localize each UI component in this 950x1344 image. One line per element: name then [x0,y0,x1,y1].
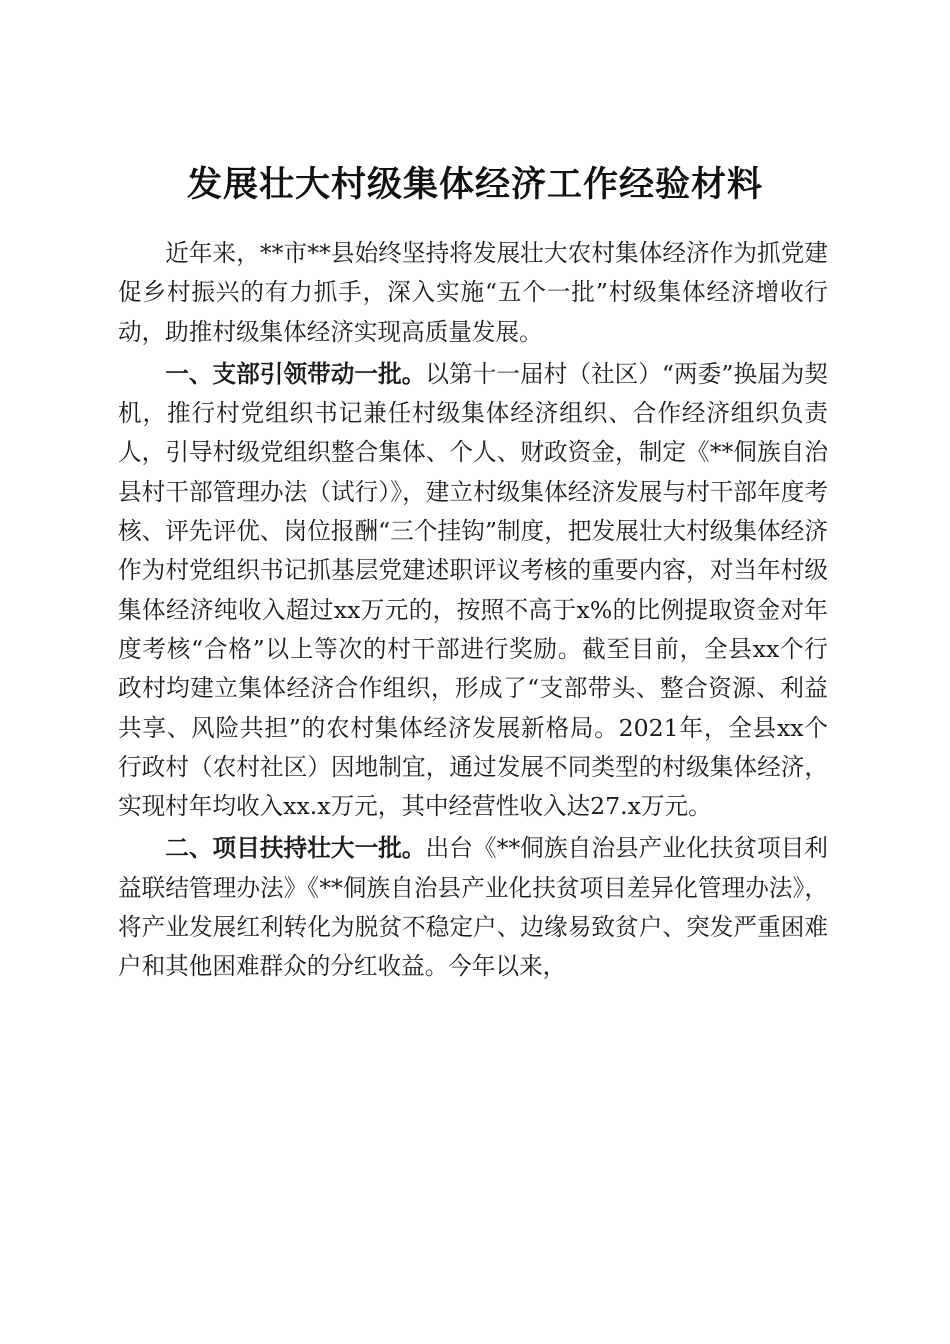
document-body [118,234,828,987]
intro-paragraph [118,234,828,352]
section-heading: 一、支部引领带动一批。 [165,359,426,388]
paragraph-text: 以第十一届村（社区）“两委”换届为契机，推行村党组织书记兼任村级集体经济组织、合作经济组织负责人，引导村级党组织整合集体、个人、财政资金，制定《**侗族自治县村干部管理办法（试行）》，建立村级集体经济发展与村干部年度考核、评先评优、岗位报酬“三个挂钩”制度，把发展壮大村级集体经济作为村党组织书记抓基层党建述职评议考核的重要内容，对当年村级集体经济纯收入超过xx万元的，按照不高于x%的比例提取资金对年度考核“合格”以上等次的村干部进行奖励。截至目前，全县xx个行政村均建立集体经济合作组织，形成了“支部带头、整合资源、利益共享、风险共担”的农村集体经济发展新格局。2021年，全县xx个行政村（农村社区）因地制宜，通过发展不同类型的村级集体经济，实现村年均收入xx.x万元，其中经营性收入达27.x万元。 [118,359,829,821]
section-one-paragraph [118,355,828,827]
section-heading: 二、项目扶持壮大一批。 [165,834,426,863]
document-title: 发展壮大村级集体经济工作经验材料 [186,164,763,206]
paragraph-text: 近年来，**市**县始终坚持将发展壮大农村集体经济作为抓党建促乡村振兴的有力抓手，深入实施“五个一批”村级集体经济增收行动，助推村级集体经济实现高质量发展。 [118,239,828,346]
section-two-paragraph [118,829,828,986]
paragraph-text: 出台《**侗族自治县产业化扶贫项目利益联结管理办法》《**侗族自治县产业化扶贫项目差异化管理办法》，将产业发展红利转化为脱贫不稳定户、边缘易致贫户、突发严重困难户和其他困难群众的分红收益。今年以来， [118,834,828,981]
